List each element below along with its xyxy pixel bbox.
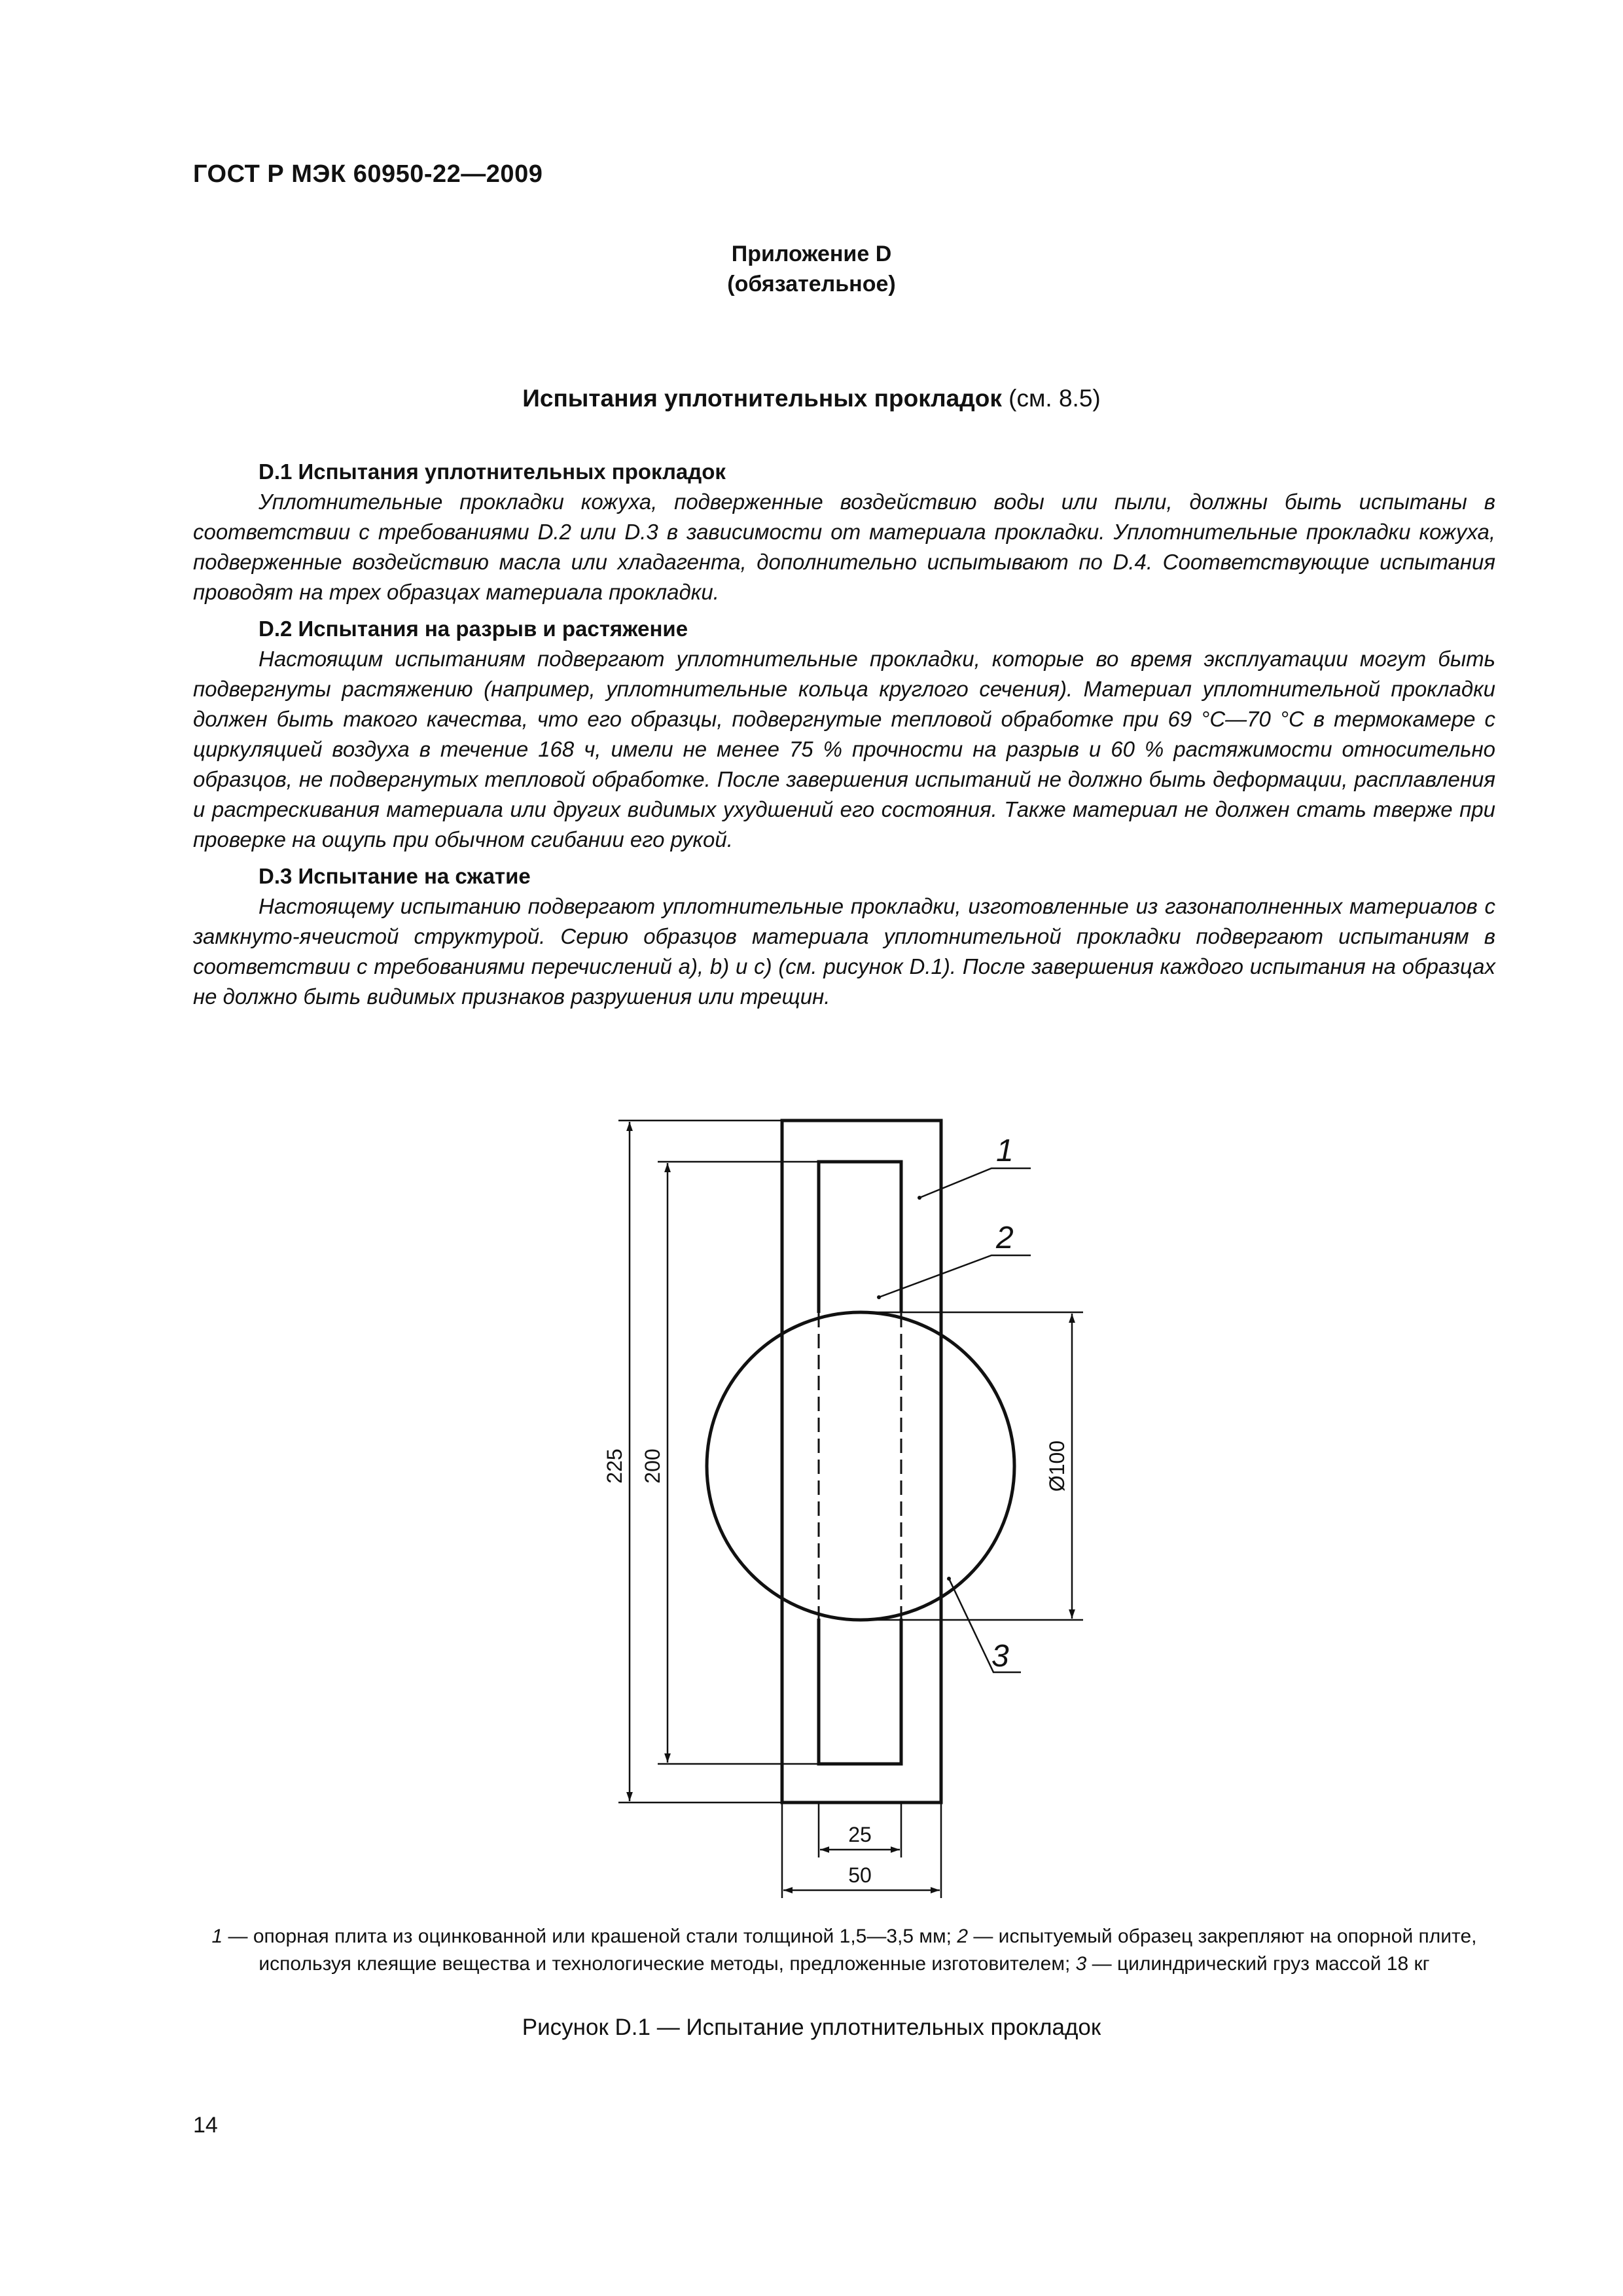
- annex-heading: [0, 239, 1623, 299]
- section-d1-heading: D.1 Испытания уплотнительных прокладок: [259, 459, 726, 484]
- annex-status: (обязательное): [727, 272, 896, 296]
- legend-text-1: — опорная плита из оцинкованной или крашеной стали толщиной 1,5—3,5 мм;: [223, 1926, 957, 1947]
- section-d3-heading: D.3 Испытание на сжатие: [259, 864, 531, 888]
- callout-2: 2: [996, 1221, 1014, 1255]
- leader-line-3: [949, 1579, 1021, 1672]
- specimen-strip: [819, 1162, 901, 1764]
- section-d2-heading: D.2 Испытания на разрыв и растяжение: [259, 617, 688, 641]
- legend-number-3: 3: [1075, 1953, 1087, 1975]
- standard-header: ГОСТ Р МЭК 60950-22—2009: [193, 160, 543, 188]
- legend-number-2: 2: [957, 1926, 969, 1947]
- figure-caption-text: Рисунок D.1 — Испытание уплотнительных прокладок: [522, 2015, 1101, 2040]
- dimension-label-25: 25: [848, 1823, 872, 1846]
- section-title: [0, 385, 1623, 412]
- figure-legend: [193, 1923, 1495, 1978]
- leader-line-1: [919, 1168, 1031, 1198]
- legend-number-1: 1: [211, 1926, 223, 1947]
- section-title-main: Испытания уплотнительных прокладок: [522, 385, 1002, 412]
- support-plate: [782, 1121, 941, 1803]
- annex-title: Приложение D: [731, 242, 892, 266]
- leader-line-2: [879, 1255, 1031, 1297]
- dimension-label-225: 225: [603, 1448, 626, 1484]
- section-d1-text: Уплотнительные прокладки кожуха, подверженные воздействию воды или пыли, должны быть испытаны в соответствии с требованиями D.2 или D.3 в зависимости от материала прокладки. Уплотнительные прокладки кожуха, подверженные воздействию масла или хладагента, дополнительно испытывают по D.4. Соответствующие испытания проводят на трех образцах материала прокладки.: [193, 490, 1495, 604]
- section-title-ref: (см. 8.5): [1001, 385, 1101, 412]
- cylindrical-weight: [707, 1312, 1014, 1620]
- legend-text-3: — цилиндрический груз массой 18 кг: [1086, 1953, 1430, 1975]
- callout-1: 1: [996, 1134, 1014, 1168]
- section-d2-text: Настоящим испытаниям подвергают уплотнительные прокладки, которые во время эксплуатации могут быть подвергнуты растяжению (например, уплотнительные кольца круглого сечения). Материал уплотнительной прокладки должен быть такого качества, что его образцы, подвергнутые тепловой обработке при 69 °С—70 °С в термокамере с циркуляцией воздуха в течение 168 ч, имели не менее 75 % прочности на разрыв и 60 % растяжимости относительно образцов, не подвергнутых тепловой обработке. После завершения испытаний не должно быть деформации, расплавления и растрескивания материала или других видимых ухудшений его состояния. Также материал не должен стать тверже при проверке на ощупь при обычном сгибании его рукой.: [193, 647, 1495, 852]
- dimension-label-50: 50: [848, 1863, 872, 1887]
- page-number: 14: [193, 2113, 218, 2138]
- figure-caption: [0, 2015, 1623, 2041]
- callout-3: 3: [991, 1639, 1009, 1674]
- legend-text-2: — испытуемый образец закрепляют на опорной плите, используя клеящие вещества и технологические методы, предложенные изготовителем;: [259, 1926, 1477, 1975]
- body-text: [193, 452, 1495, 1018]
- dimension-label-200: 200: [641, 1448, 664, 1484]
- section-d3-text: Настоящему испытанию подвергают уплотнительные прокладки, изготовленные из газонаполненных материалов с замкнуто-ячеистой структурой. Серию образцов материала уплотнительной прокладки подвергают испытаниям в соответствии с требованиями перечислений а), b) и с) (см. рисунок D.1). После завершения каждого испытания на образцах не должно быть видимых признаков разрушения или трещин.: [193, 894, 1495, 1009]
- dimension-label-diameter: Ø100: [1045, 1440, 1069, 1492]
